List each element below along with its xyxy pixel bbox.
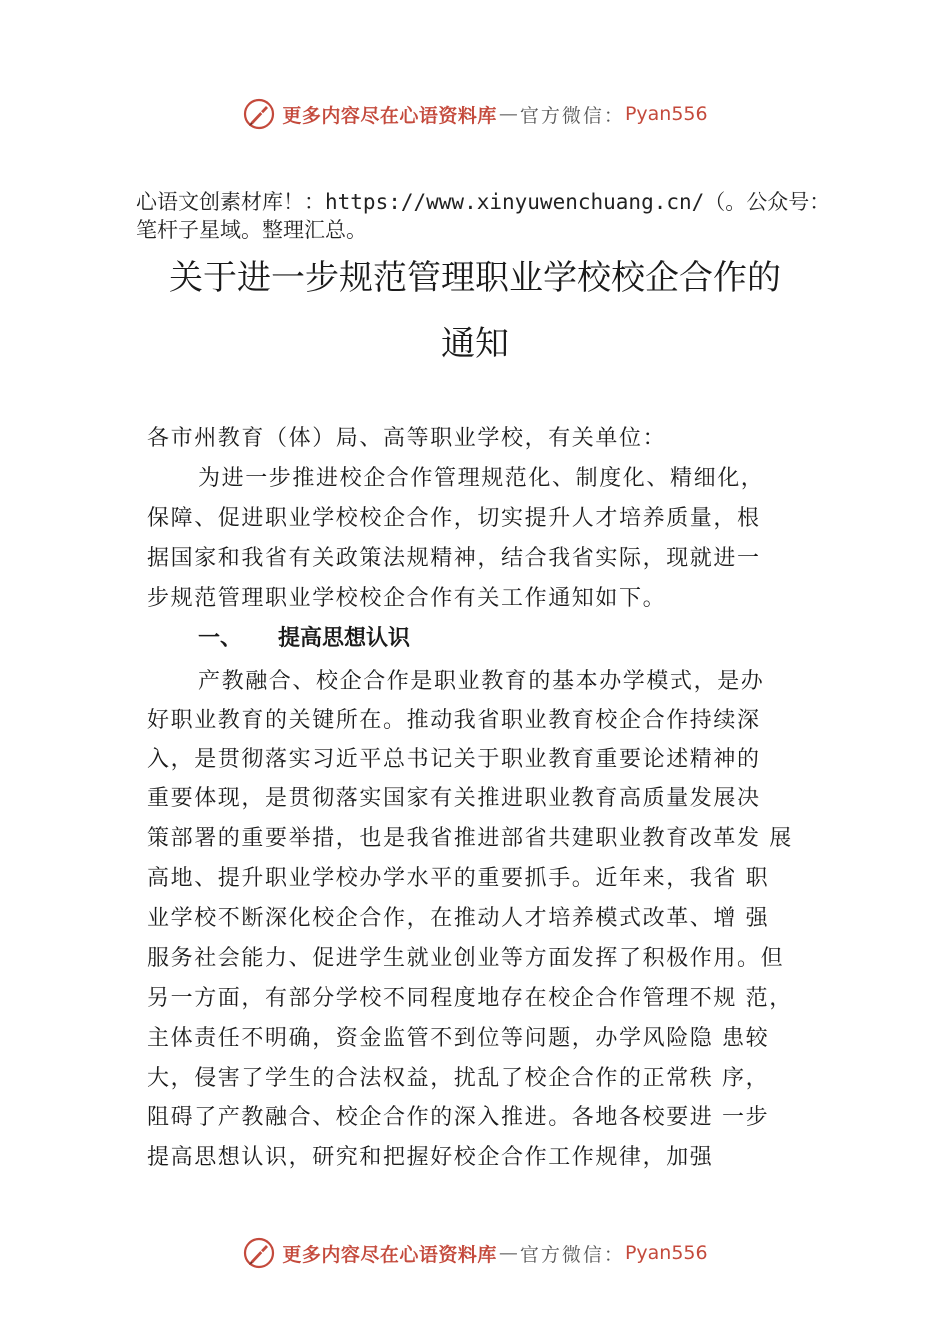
intro-line: 据国家和我省有关政策法规精神，结合我省实际，现就进一 <box>147 546 761 571</box>
body-line: 服务社会能力、促进学生就业创业等方面发挥了积极作用。但 <box>147 946 785 971</box>
document-title-line-2: 通知 <box>441 324 509 364</box>
source-note: 心语文创素材库！：https://www.xinyuwenchuang.cn/（。公众号：笔杆子星域。整理汇总。 <box>136 190 831 242</box>
body-line: 业学校不断深化校企合作，在推动人才培养模式改革、增 强 <box>147 906 770 931</box>
watermark-dash: — <box>498 103 518 125</box>
salutation: 各市州教育（体）局、高等职业学校，有关单位： <box>147 426 667 451</box>
body-line: 产教融合、校企合作是职业教育的基本办学模式，是办 <box>198 669 765 694</box>
watermark-brand: 更多内容尽在心语资料库 <box>282 1243 497 1266</box>
document-title-line-1: 关于进一步规范管理职业学校校企合作的 <box>169 258 781 298</box>
body-line: 重要体现，是贯彻落实国家有关推进职业教育高质量发展决 <box>147 786 761 811</box>
quill-pen-logo-icon <box>242 97 276 131</box>
watermark-banner-top <box>0 94 950 134</box>
intro-line: 步规范管理职业学校校企合作有关工作通知如下。 <box>147 586 667 611</box>
body-line: 入，是贯彻落实习近平总书记关于职业教育重要论述精神的 <box>147 747 761 772</box>
watermark-brand: 更多内容尽在心语资料库 <box>282 104 497 127</box>
section-heading-text: 提高思想认识 <box>278 626 411 651</box>
watermark-wechat-label: 官方微信： <box>519 104 625 127</box>
watermark-wechat-label: 官方微信： <box>519 1243 625 1266</box>
watermark-wechat-id: Pyan556 <box>624 103 708 125</box>
body-line: 策部署的重要举措，也是我省推进部省共建职业教育改革发 展 <box>147 826 793 851</box>
body-line: 另一方面，有部分学校不同程度地存在校企合作管理不规 范， <box>147 986 793 1011</box>
watermark-wechat-id: Pyan556 <box>624 1242 708 1264</box>
body-line: 提高思想认识，研究和把握好校企合作工作规律，加强 <box>147 1145 714 1170</box>
quill-pen-logo-icon <box>242 1236 276 1270</box>
body-line: 主体责任不明确，资金监管不到位等问题，办学风险隐 患较 <box>147 1026 770 1051</box>
intro-line: 为进一步推进校企合作管理规范化、制度化、精细化， <box>198 466 765 491</box>
body-line: 阻碍了产教融合、校企合作的深入推进。各地各校要进 一步 <box>147 1105 770 1130</box>
watermark-banner-bottom <box>0 1233 950 1273</box>
watermark-dash: — <box>498 1242 518 1264</box>
intro-line: 保障、促进职业学校校企合作，切实提升人才培养质量，根 <box>147 506 761 531</box>
body-line: 大，侵害了学生的合法权益，扰乱了校企合作的正常秩 序， <box>147 1066 770 1091</box>
section-number: 一、 <box>198 626 243 651</box>
body-line: 好职业教育的关键所在。推动我省职业教育校企合作持续深 <box>147 708 761 733</box>
section-heading <box>198 624 410 654</box>
body-line: 高地、提升职业学校办学水平的重要抓手。近年来，我省 职 <box>147 866 770 891</box>
